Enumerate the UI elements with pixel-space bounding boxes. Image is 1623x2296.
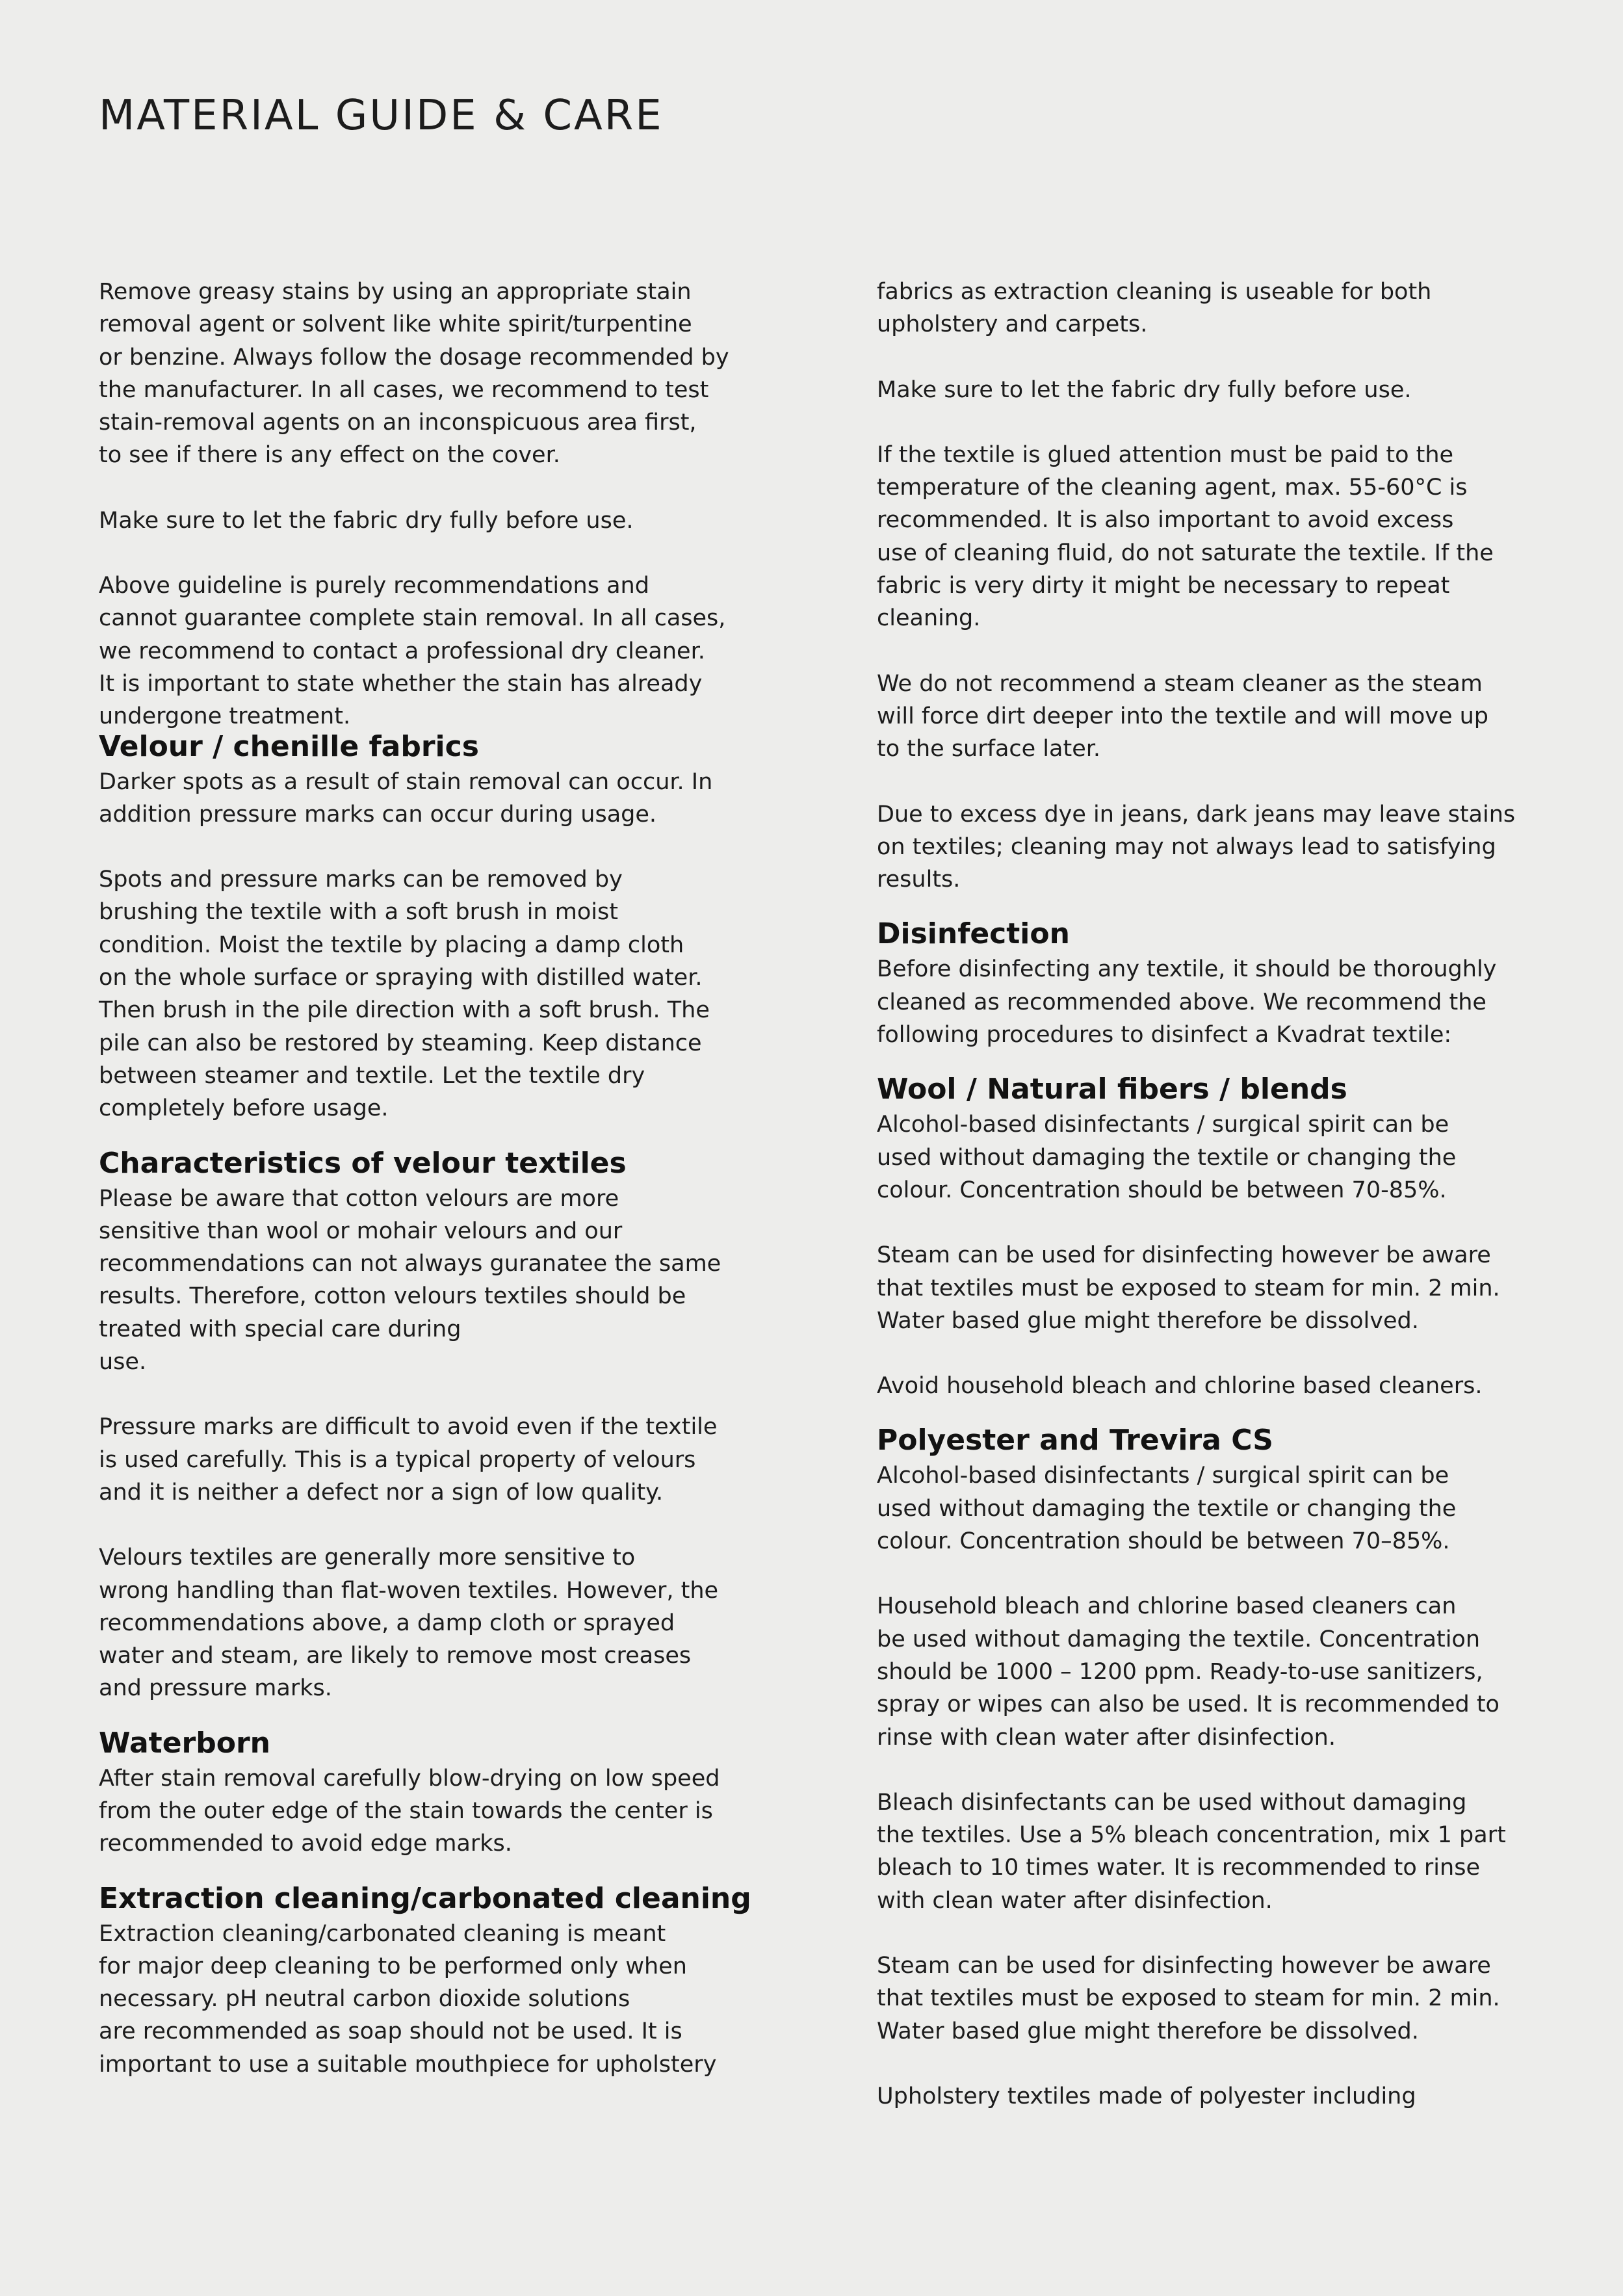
dry-fully-paragraph: Make sure to let the fabric dry fully before use. (99, 507, 634, 534)
extraction-cleaning-heading: Extraction cleaning/carbonated cleaning (99, 1881, 751, 1915)
wool-steam-paragraph: Steam can be used for disinfecting however be aware that textiles must be exposed to steam for min. 2 min. Water based glue might therefore be dissolved. (877, 1242, 1500, 1334)
avoid-bleach-paragraph: Avoid household bleach and chlorine based cleaners. (877, 1373, 1483, 1400)
bleach-disinfectants-paragraph: Bleach disinfectants can be used without damaging the textiles. Use a 5% bleach concentration, mix 1 part bleach to 10 times water. It is recommended to rinse with clean water after disinfection. (877, 1789, 1506, 1914)
disinfection-heading: Disinfection (877, 917, 1070, 951)
right-column (877, 276, 1533, 2145)
polyester-alcohol-paragraph: Alcohol-based disinfectants / surgical spirit can be used without damaging the textile or changing the colour. Concentration should be between 70–85%. (877, 1463, 1457, 1555)
greasy-stains-paragraph: Remove greasy stains by using an appropriate stain removal agent or solvent like white spirit/turpentine or benzine. Always follow the dosage recommended by the manufacturer. In all cases, we recommend to test stain-removal agents on an inconspicuous area first, to see if there is any effect on the cover. (99, 279, 729, 469)
household-bleach-paragraph: Household bleach and chlorine based cleaners can be used without damaging the textile. Concentration should be 1000 – 1200 ppm. Ready-to-use sanitizers, spray or wipes can also be used. It is recommended to rinse with clean water after disinfection. (877, 1593, 1500, 1751)
velour-chenille-heading: Velour / chenille fabrics (99, 729, 479, 763)
blow-drying-paragraph: After stain removal carefully blow-drying on low speed from the outer edge of the stain towards the center is recommended to avoid edge marks. (99, 1765, 720, 1857)
polyester-steam-paragraph: Steam can be used for disinfecting however be aware that textiles must be exposed to steam for min. 2 min. Water based glue might therefore be dissolved. (877, 1952, 1500, 2044)
pressure-marks-paragraph: Pressure marks are difficult to avoid even if the textile is used carefully. This is a typical property of velours and it is neither a defect nor a sign of low quality. (99, 1414, 718, 1506)
disinfection-intro-paragraph: Before disinfecting any textile, it should be thoroughly cleaned as recommended above. We recommend the following procedures to disinfect a Kvadrat textile: (877, 956, 1497, 1049)
jeans-dye-paragraph: Due to excess dye in jeans, dark jeans may leave stains on textiles; cleaning may not always lead to satisfying results. (877, 801, 1516, 893)
characteristics-velour-heading: Characteristics of velour textiles (99, 1146, 627, 1180)
glued-textile-paragraph: If the textile is glued attention must be paid to the temperature of the cleaning agent, max. 55-60°C is recommended. It is also important to avoid excess use of cleaning fluid, do not saturate the textile. If the fabric is very dirty it might be necessary to repeat cleaning. (877, 441, 1494, 632)
left-column (99, 276, 755, 2113)
polyester-trevira-heading: Polyester and Trevira CS (877, 1424, 1273, 1457)
wool-natural-fibers-heading: Wool / Natural fibers / blends (877, 1073, 1347, 1106)
dry-fully-paragraph-right: Make sure to let the fabric dry fully before use. (877, 376, 1412, 403)
page-title: MATERIAL GUIDE & CARE (99, 92, 664, 140)
darker-spots-paragraph: Darker spots as a result of stain removal can occur. In addition pressure marks can occur during usage. (99, 768, 713, 828)
extraction-cleaning-paragraph: Extraction cleaning/carbonated cleaning is meant for major deep cleaning to be performed only when necessary. pH neutral carbon dioxide solutions are recommended as soap should not be used. It is important to use a suitable mouthpiece for upholstery (99, 1920, 717, 2078)
velours-handling-paragraph: Velours textiles are generally more sensitive to wrong handling than flat-woven textiles. However, the recommendations above, a damp cloth or sprayed water and steam, are likely to remove most creases and pressure marks. (99, 1545, 719, 1702)
extraction-continued-paragraph: fabrics as extraction cleaning is useable for both upholstery and carpets. (877, 279, 1432, 338)
upholstery-polyester-paragraph: Upholstery textiles made of polyester including (877, 2083, 1416, 2109)
spots-pressure-paragraph: Spots and pressure marks can be removed by brushing the textile with a soft brush in moist condition. Moist the textile by placing a damp cloth on the whole surface or spraying with distilled water. Then brush in the pile direction with a soft brush. The pile can also be restored by steaming. Keep distance between steamer and textile. Let the textile dry completely before usage. (99, 867, 710, 1122)
waterborn-heading: Waterborn (99, 1726, 270, 1760)
guideline-paragraph: Above guideline is purely recommendations and cannot guarantee complete stain removal. In all cases, we recommend to contact a professional dry cleaner. It is important to state whether the stain has already undergone treatment. (99, 573, 726, 730)
steam-cleaner-paragraph: We do not recommend a steam cleaner as the steam will force dirt deeper into the textile and will move up to the surface later. (877, 670, 1489, 763)
cotton-velours-paragraph: Please be aware that cotton velours are more sensitive than wool or mohair velours and our recommendations can not always guranatee the same results. Therefore, cotton velours textiles should be treated with special care during use. (99, 1185, 721, 1376)
wool-alcohol-paragraph: Alcohol-based disinfectants / surgical spirit can be used without damaging the textile or changing the colour. Concentration should be between 70-85%. (877, 1112, 1457, 1203)
